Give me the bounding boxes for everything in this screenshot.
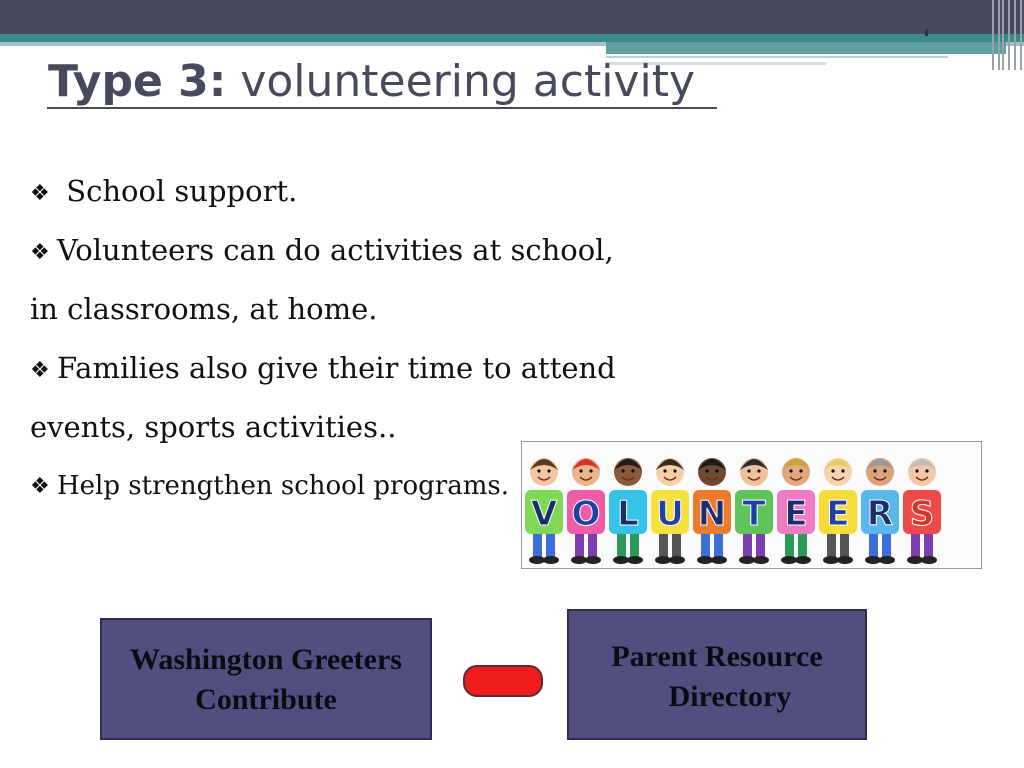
bullet-item <box>30 227 670 286</box>
volunteers-banner-image <box>521 441 982 569</box>
banner-letter: E <box>784 494 808 534</box>
volunteer-eye <box>673 469 676 472</box>
volunteer-eye <box>799 469 802 472</box>
diamond-bullet-icon: ❖ <box>30 474 50 499</box>
volunteer-shoe <box>739 556 755 564</box>
slide-title-rest: volunteering activity <box>226 56 695 107</box>
volunteer-eye <box>621 469 624 472</box>
box-left-line2: Contribute <box>195 683 337 716</box>
volunteer-leg <box>617 530 626 558</box>
volunteer-shoe <box>921 556 937 564</box>
volunteer-leg <box>756 530 765 558</box>
volunteer-leg <box>869 530 878 558</box>
box-right-line1: Parent Resource <box>611 640 823 673</box>
banner-letter: T <box>742 494 766 534</box>
title-underline <box>47 107 717 109</box>
banner-letter: N <box>697 494 727 534</box>
volunteer-leg <box>924 530 933 558</box>
banner-letter: E <box>826 494 850 534</box>
volunteer-leg <box>714 530 723 558</box>
volunteer-leg <box>743 530 752 558</box>
banner-letter: L <box>617 494 639 534</box>
volunteer-eye <box>883 469 886 472</box>
banner-letter: O <box>571 494 601 534</box>
bullet-item <box>30 345 670 404</box>
volunteer-shoe <box>613 556 629 564</box>
slide-title-bold: Type 3: <box>48 56 227 107</box>
volunteer-shoe <box>585 556 601 564</box>
volunteer-leg <box>840 530 849 558</box>
volunteer-leg <box>659 530 668 558</box>
volunteer-eye <box>705 469 708 472</box>
volunteer-eye <box>715 469 718 472</box>
banner-letter: U <box>656 494 684 534</box>
bullet-item <box>30 168 670 227</box>
volunteer-eye <box>747 469 750 472</box>
washington-greeters-box <box>100 618 432 740</box>
volunteer-leg <box>630 530 639 558</box>
volunteer-shoe <box>823 556 839 564</box>
volunteer-leg <box>827 530 836 558</box>
bullet-text: in classrooms, at home. <box>30 292 378 326</box>
parent-resource-box <box>567 609 867 740</box>
volunteer-eye <box>589 469 592 472</box>
banner-letter: S <box>909 494 935 534</box>
bullet-text: School support. <box>57 174 298 208</box>
header-bar <box>0 0 1024 34</box>
volunteer-shoe <box>795 556 811 564</box>
volunteer-eye <box>873 469 876 472</box>
volunteer-eye <box>757 469 760 472</box>
volunteer-shoe <box>753 556 769 564</box>
volunteer-eye <box>547 469 550 472</box>
volunteer-leg <box>701 530 710 558</box>
volunteer-eye <box>915 469 918 472</box>
banner-letter: V <box>530 494 558 534</box>
header-dot <box>925 30 928 36</box>
volunteer-shoe <box>711 556 727 564</box>
volunteer-shoe <box>697 556 713 564</box>
volunteer-leg <box>533 530 542 558</box>
volunteer-shoe <box>879 556 895 564</box>
volunteer-eye <box>925 469 928 472</box>
diamond-bullet-icon: ❖ <box>30 240 50 265</box>
volunteer-shoe <box>837 556 853 564</box>
header-teal-band <box>0 34 1024 42</box>
volunteer-leg <box>672 530 681 558</box>
bullet-text: events, sports activities.. <box>30 410 397 444</box>
header-stripes <box>990 0 1024 70</box>
volunteer-shoe <box>529 556 545 564</box>
bullet-continuation <box>30 286 670 345</box>
volunteer-shoe <box>669 556 685 564</box>
diamond-bullet-icon: ❖ <box>30 358 50 383</box>
bullet-text: Help strengthen school programs. <box>57 471 509 501</box>
volunteer-eye <box>537 469 540 472</box>
volunteer-eye <box>831 469 834 472</box>
volunteer-shoe <box>627 556 643 564</box>
diamond-bullet-icon: ❖ <box>30 181 50 206</box>
volunteer-shoe <box>543 556 559 564</box>
volunteer-shoe <box>865 556 881 564</box>
bullet-text: Families also give their time to attend <box>57 351 616 385</box>
volunteer-leg <box>798 530 807 558</box>
volunteer-shoe <box>655 556 671 564</box>
volunteer-shoe <box>907 556 923 564</box>
volunteer-eye <box>841 469 844 472</box>
volunteer-leg <box>911 530 920 558</box>
volunteers-illustration <box>522 442 981 568</box>
volunteer-eye <box>663 469 666 472</box>
bullet-text: Volunteers can do activities at school, <box>57 233 614 267</box>
box-left-line1: Washington Greeters <box>130 643 402 676</box>
volunteer-leg <box>785 530 794 558</box>
volunteer-eye <box>789 469 792 472</box>
volunteer-shoe <box>571 556 587 564</box>
slide-title <box>48 56 695 107</box>
box-right-line2: Directory <box>668 680 792 713</box>
volunteer-leg <box>575 530 584 558</box>
volunteer-eye <box>631 469 634 472</box>
volunteer-leg <box>882 530 891 558</box>
volunteer-shoe <box>781 556 797 564</box>
connector-pill <box>463 665 543 697</box>
banner-letter: R <box>866 494 894 534</box>
header-accent-bar <box>606 42 1006 54</box>
volunteer-eye <box>579 469 582 472</box>
volunteer-leg <box>588 530 597 558</box>
volunteer-leg <box>546 530 555 558</box>
